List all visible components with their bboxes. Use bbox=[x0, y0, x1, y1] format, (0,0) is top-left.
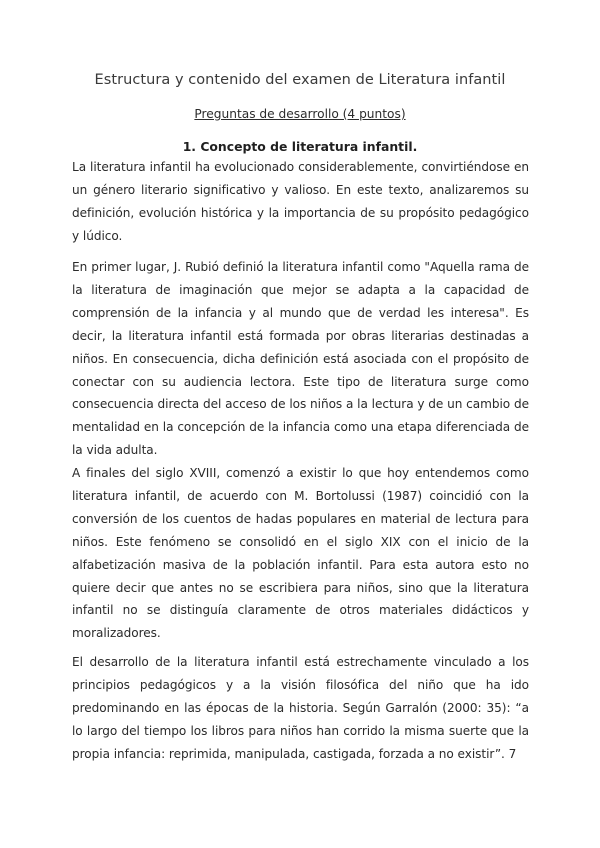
section-subtitle: Preguntas de desarrollo (4 puntos) bbox=[194, 107, 406, 121]
paragraph-4-block bbox=[72, 651, 529, 766]
paragraph-1-block bbox=[72, 156, 529, 248]
paragraph: La literatura infantil ha evolucionado considerablemente, convirtiéndose en un género literario significativo y valioso. En este texto, analizaremos su definición, evolución histórica y la importancia de su propósito pedagógico y lúdico. bbox=[72, 160, 529, 243]
paragraph: A finales del siglo XVIII, comenzó a existir lo que hoy entendemos como literatura infantil, de acuerdo con M. Bortolussi (1987) coincidió con la conversión de los cuentos de hadas populares en material de lectura para niños. Este fenómeno se consolidó en el siglo XIX con el inicio de la alfabetización masiva de la población infantil. Para esta autora esto no quiere decir que antes no se escribiera para niños, sino que la literatura infantil no se distinguía claramente de otros materiales didácticos y moralizadores. bbox=[72, 466, 529, 641]
paragraph: El desarrollo de la literatura infantil está estrechamente vinculado a los principios pedagógicos y a la visión filosófica del niño que ha ido predominando en las épocas de la historia. Según Garralón (2000: 35): “a lo largo del tiempo los libros para niños han corrido la misma suerte que la propia infancia: reprimida, manipulada, castigada, forzada a no existir”. 7 bbox=[72, 655, 529, 761]
section-heading: 1. Concepto de literatura infantil. bbox=[182, 139, 418, 154]
paragraph-2-block bbox=[72, 256, 529, 462]
paragraph: En primer lugar, J. Rubió definió la literatura infantil como "Aquella rama de la literatura de imaginación que mejor se adapta a la capacidad de comprensión de la infancia y al mundo que de verdad les interesa". Es decir, la literatura infantil está formada por obras literarias destinadas a niños. En consecuencia, dicha definición está asociada con el propósito de conectar con su audiencia lectora. Este tipo de literatura surge como consecuencia directa del acceso de los niños a la lectura y de un cambio de mentalidad en la concepción de la infancia como una etapa diferenciada de la vida adulta. bbox=[72, 260, 529, 458]
document-title: Estructura y contenido del examen de Literatura infantil bbox=[94, 72, 506, 88]
paragraph-3-block bbox=[72, 462, 529, 645]
